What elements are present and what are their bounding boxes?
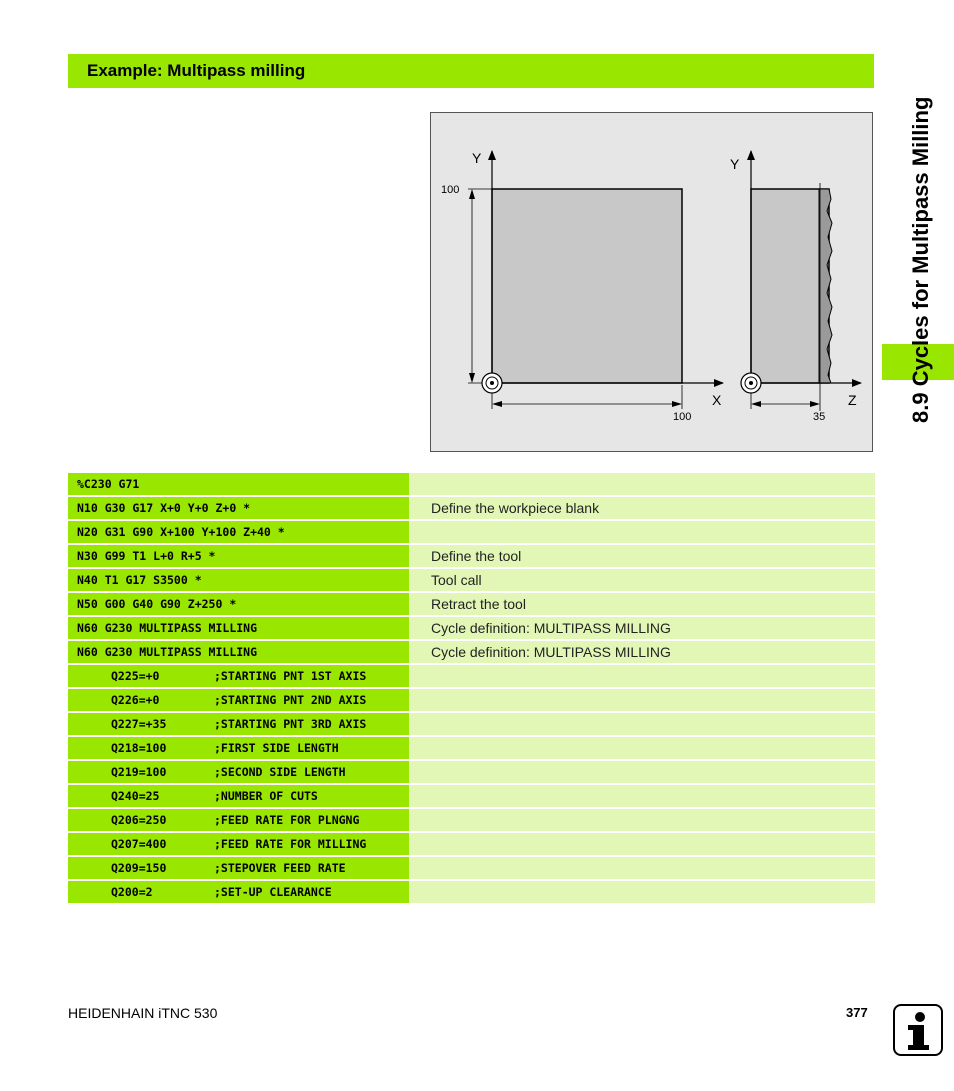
nc-code-text: Q219=100 <box>111 765 167 779</box>
nc-description-cell <box>409 689 875 711</box>
nc-code-text: Q207=400 <box>111 837 167 851</box>
nc-code-text: Q206=250 <box>111 813 167 827</box>
nc-code-text: N60 G230 MULTIPASS MILLING <box>77 621 258 635</box>
nc-code-text: N20 G31 G90 X+100 Y+100 Z+40 * <box>77 525 285 539</box>
nc-description-cell: Tool call <box>409 569 875 591</box>
nc-code-cell <box>68 809 409 831</box>
label-dim-35: 35 <box>813 411 826 423</box>
nc-description-cell <box>409 785 875 807</box>
nc-param-comment: ;STEPOVER FEED RATE <box>214 861 346 875</box>
nc-code-cell <box>68 737 409 759</box>
nc-code-text: Q218=100 <box>111 741 167 755</box>
nc-program-table <box>68 473 875 905</box>
nc-code-text: Q225=+0 <box>111 669 160 683</box>
page-number: 377 <box>846 1005 868 1020</box>
table-row <box>68 569 875 591</box>
nc-description-cell <box>409 665 875 687</box>
nc-param-comment: ;STARTING PNT 1ST AXIS <box>214 669 367 683</box>
table-row <box>68 857 875 879</box>
info-icon <box>893 1004 943 1056</box>
nc-code-cell <box>68 689 409 711</box>
nc-code-text: Q200=2 <box>111 885 153 899</box>
table-row <box>68 833 875 855</box>
nc-description-cell <box>409 713 875 735</box>
nc-code-cell <box>68 785 409 807</box>
nc-code-cell <box>68 473 409 495</box>
nc-code-text: N30 G99 T1 L+0 R+5 * <box>77 549 216 563</box>
nc-description-cell: Cycle definition: MULTIPASS MILLING <box>409 617 875 639</box>
label-y-left: Y <box>472 150 482 166</box>
nc-code-cell <box>68 761 409 783</box>
table-row <box>68 737 875 759</box>
nc-code-cell <box>68 569 409 591</box>
nc-description-cell <box>409 857 875 879</box>
nc-code-text: N40 T1 G17 S3500 * <box>77 573 202 587</box>
label-y-right: Y <box>730 156 740 172</box>
nc-param-comment: ;FEED RATE FOR MILLING <box>214 837 367 851</box>
workpiece-side-view <box>751 189 829 383</box>
footer-manual-name: HEIDENHAIN iTNC 530 <box>68 1005 218 1021</box>
nc-description-cell: Cycle definition: MULTIPASS MILLING <box>409 641 875 663</box>
nc-code-text: Q226=+0 <box>111 693 160 707</box>
nc-description-cell <box>409 809 875 831</box>
table-row <box>68 785 875 807</box>
table-row <box>68 881 875 903</box>
label-z: Z <box>848 392 857 408</box>
nc-code-cell <box>68 857 409 879</box>
table-row <box>68 713 875 735</box>
table-row <box>68 689 875 711</box>
nc-code-cell <box>68 617 409 639</box>
nc-param-comment: ;NUMBER OF CUTS <box>214 789 318 803</box>
table-row <box>68 761 875 783</box>
nc-description-cell: Define the tool <box>409 545 875 567</box>
nc-description-cell <box>409 833 875 855</box>
nc-code-text: %C230 G71 <box>77 477 140 491</box>
nc-code-cell <box>68 545 409 567</box>
table-row <box>68 665 875 687</box>
table-row <box>68 545 875 567</box>
nc-description-cell <box>409 737 875 759</box>
label-x: X <box>712 392 722 408</box>
nc-param-comment: ;SET-UP CLEARANCE <box>214 885 332 899</box>
section-title: Example: Multipass milling <box>87 61 306 80</box>
workpiece-figure <box>430 112 873 452</box>
nc-description-cell <box>409 761 875 783</box>
table-row <box>68 473 875 495</box>
nc-code-text: N60 G230 MULTIPASS MILLING <box>77 645 258 659</box>
nc-code-text: N50 G00 G40 G90 Z+250 * <box>77 597 237 611</box>
chapter-title: 8.9 Cycles for Multipass Milling <box>908 96 933 423</box>
nc-code-text: N10 G30 G17 X+0 Y+0 Z+0 * <box>77 501 251 515</box>
table-row <box>68 521 875 543</box>
nc-code-cell <box>68 833 409 855</box>
nc-description-cell <box>409 521 875 543</box>
table-row <box>68 641 875 663</box>
nc-code-cell <box>68 497 409 519</box>
nc-param-comment: ;STARTING PNT 2ND AXIS <box>214 693 367 707</box>
table-row <box>68 593 875 615</box>
nc-code-text: Q209=150 <box>111 861 167 875</box>
nc-code-cell <box>68 713 409 735</box>
nc-description-cell: Define the workpiece blank <box>409 497 875 519</box>
nc-param-comment: ;SECOND SIDE LENGTH <box>214 765 346 779</box>
nc-code-text: Q227=+35 <box>111 717 167 731</box>
nc-param-comment: ;FIRST SIDE LENGTH <box>214 741 339 755</box>
nc-code-text: Q240=25 <box>111 789 160 803</box>
nc-code-cell <box>68 665 409 687</box>
nc-code-cell <box>68 881 409 903</box>
nc-code-cell <box>68 641 409 663</box>
nc-code-cell <box>68 521 409 543</box>
nc-description-cell <box>409 473 875 495</box>
workpiece-diagram <box>431 113 874 453</box>
table-row <box>68 497 875 519</box>
nc-param-comment: ;STARTING PNT 3RD AXIS <box>214 717 367 731</box>
label-dim-100-bottom: 100 <box>673 411 692 423</box>
workpiece-top-view <box>492 189 682 383</box>
label-dim-100-top: 100 <box>441 184 460 196</box>
table-row <box>68 809 875 831</box>
section-header <box>68 54 874 88</box>
nc-code-cell <box>68 593 409 615</box>
table-row <box>68 617 875 639</box>
nc-description-cell: Retract the tool <box>409 593 875 615</box>
nc-description-cell <box>409 881 875 903</box>
nc-param-comment: ;FEED RATE FOR PLNGNG <box>214 813 360 827</box>
